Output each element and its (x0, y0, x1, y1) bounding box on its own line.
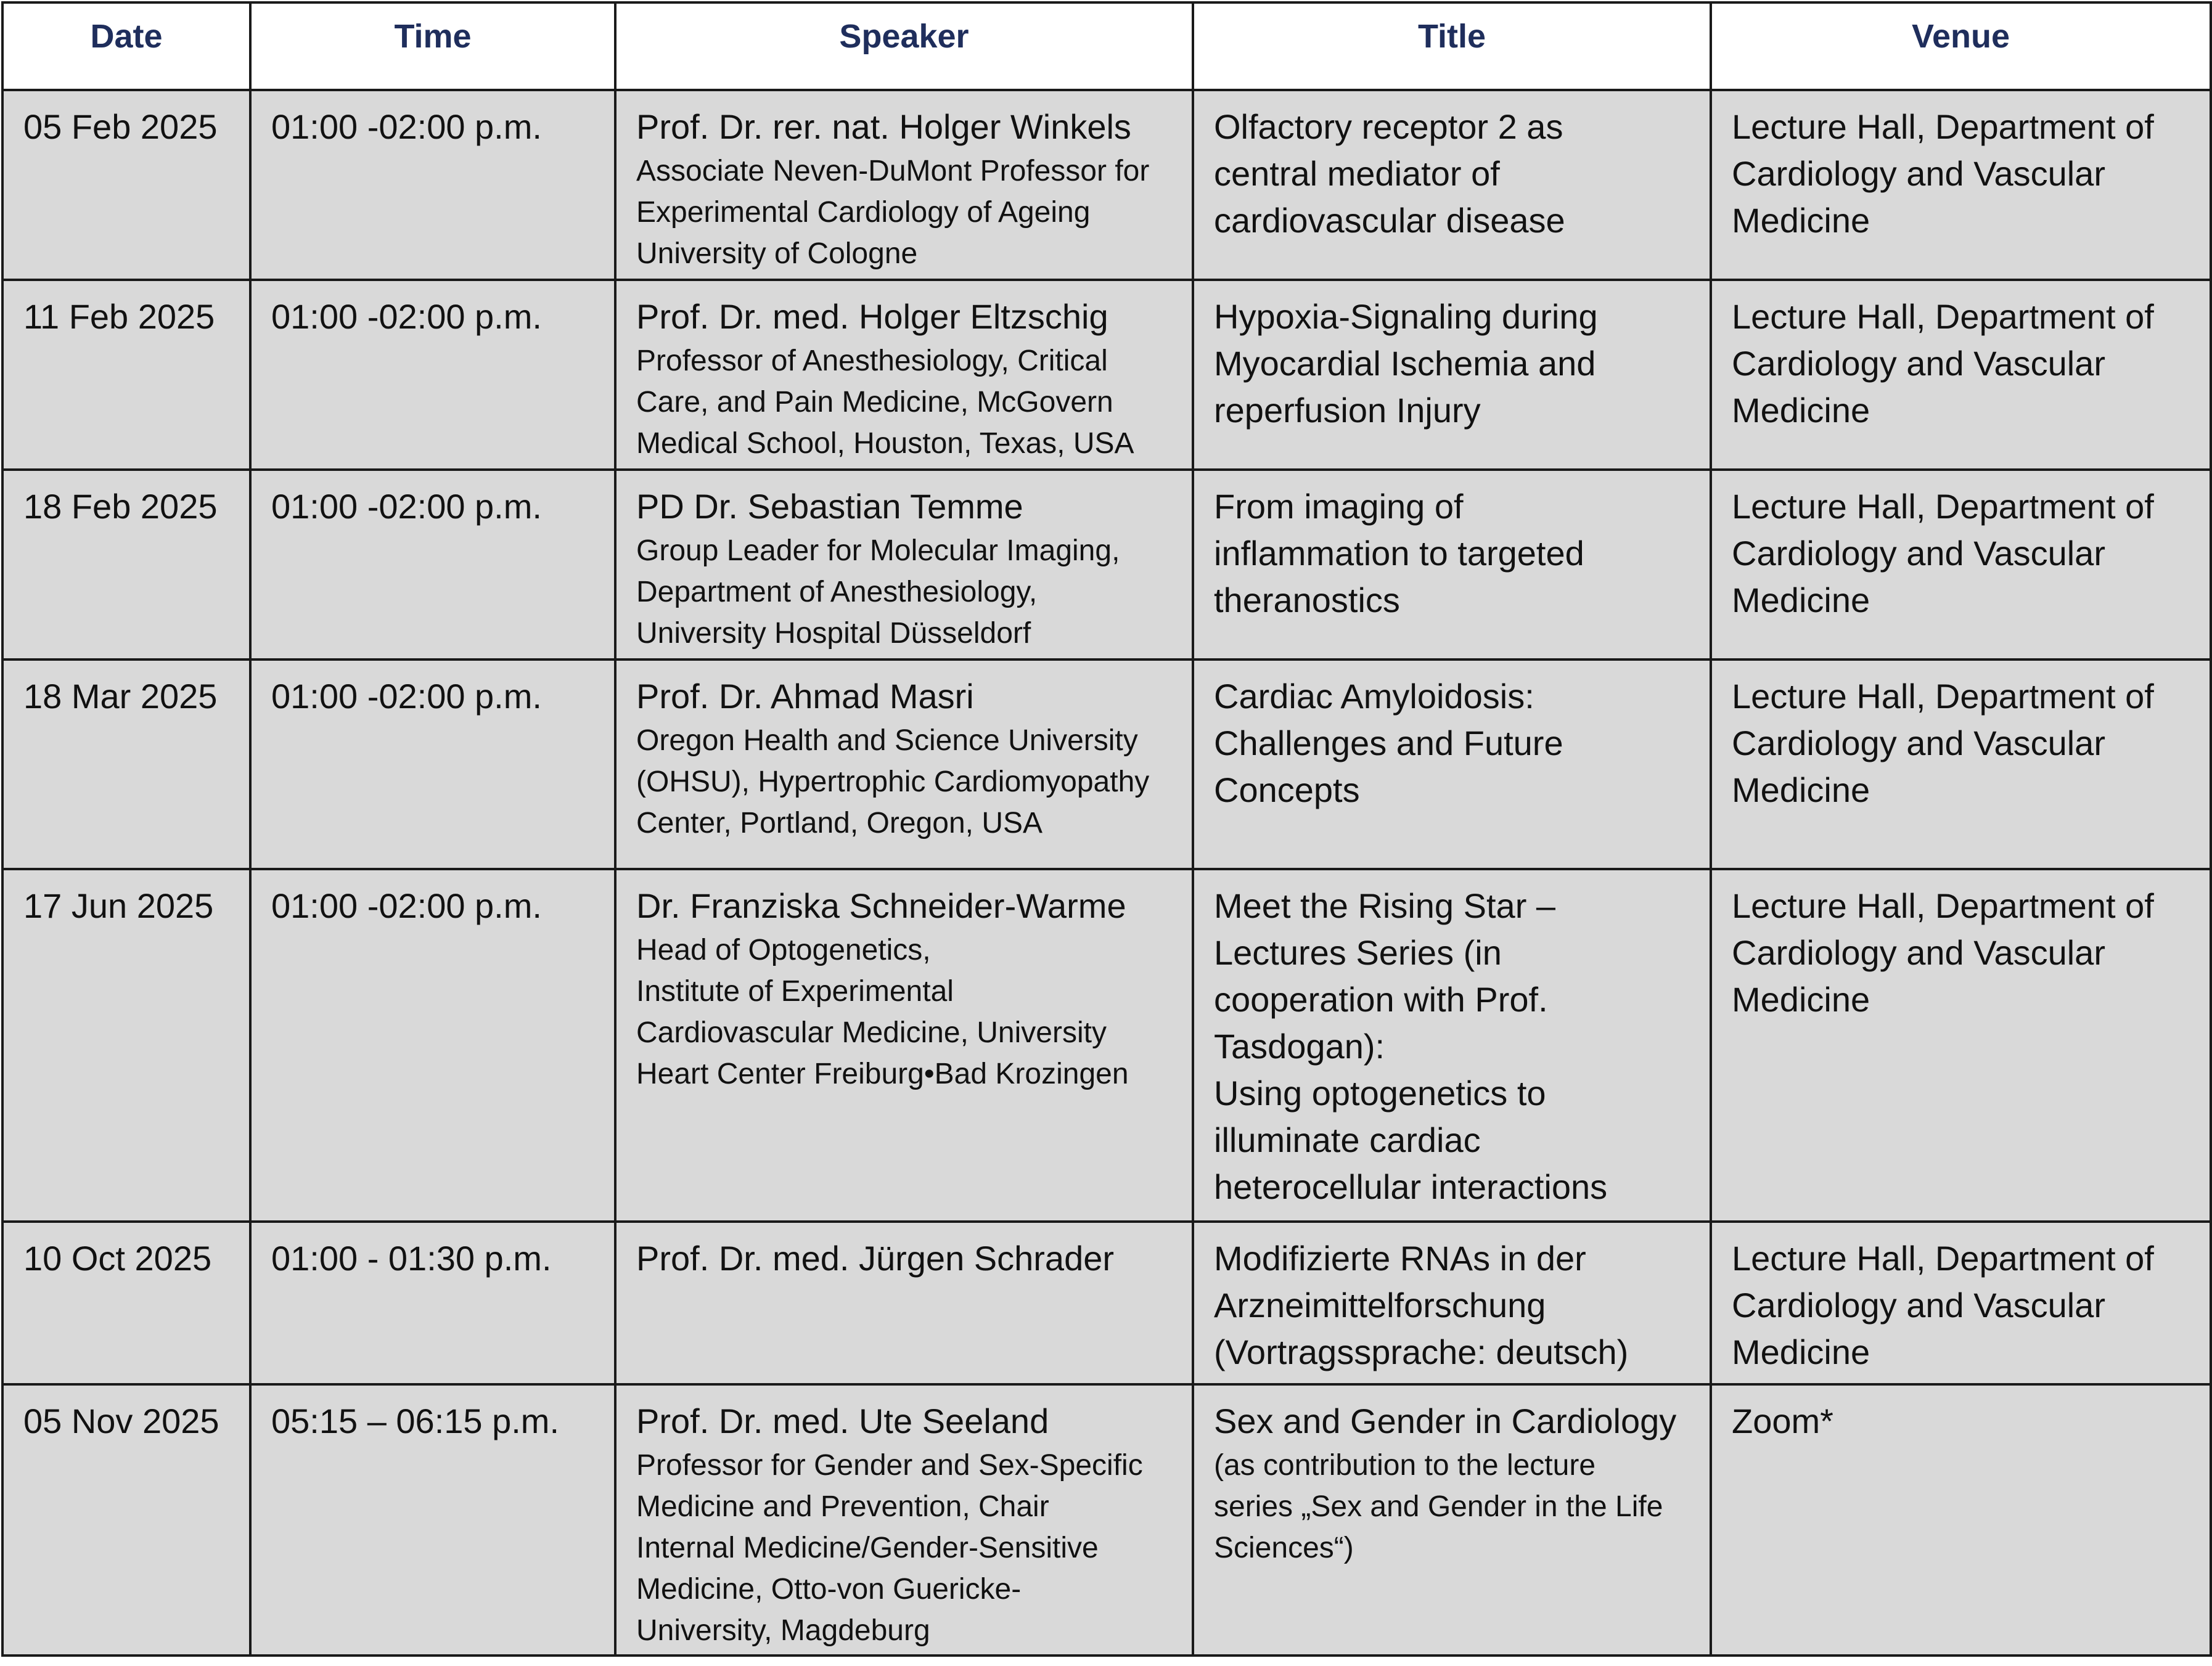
speaker-affiliation-line: Experimental Cardiology of Ageing (636, 196, 1091, 229)
speaker-affiliation-line: Cardiovascular Medicine, University (636, 1016, 1107, 1049)
talk-title-line: Using optogenetics to (1214, 1074, 1546, 1113)
cell-date: 18 Feb 2025 (2, 470, 250, 659)
speaker-affiliation-line: Department of Anesthesiology, (636, 576, 1038, 608)
speaker-affiliation-line: Heart Center Freiburg•Bad Krozingen (636, 1058, 1129, 1090)
cell-venue (1711, 90, 2211, 280)
cell-venue (1711, 1222, 2211, 1384)
cell-speaker (615, 1384, 1193, 1656)
cell-time: 05:15 – 06:15 p.m. (250, 1384, 615, 1656)
talk-title-line: (Vortragssprache: deutsch) (1214, 1333, 1629, 1371)
talk-title-note-line: (as contribution to the lecture (1214, 1449, 1596, 1482)
speaker-name: Dr. Franziska Schneider-Warme (636, 886, 1126, 925)
header-venue: Venue (1711, 2, 2211, 90)
cell-date: 05 Nov 2025 (2, 1384, 250, 1656)
talk-title-line: Concepts (1214, 770, 1360, 809)
cell-venue (1711, 470, 2211, 659)
cell-title (1193, 90, 1711, 280)
cell-time: 01:00 - 01:30 p.m. (250, 1222, 615, 1384)
talk-title-line: central mediator of (1214, 154, 1500, 193)
speaker-affiliation-line: Center, Portland, Oregon, USA (636, 807, 1043, 839)
header-time: Time (250, 2, 615, 90)
speaker-affiliation-line: Medicine, Otto-von Guericke- (636, 1573, 1022, 1606)
cell-date: 18 Mar 2025 (2, 659, 250, 869)
venue-line: Medicine (1732, 581, 1870, 619)
speaker-affiliation-line: Medicine and Prevention, Chair (636, 1490, 1049, 1523)
cell-date: 05 Feb 2025 (2, 90, 250, 280)
talk-title-line: inflammation to targeted (1214, 534, 1584, 573)
header-speaker: Speaker (615, 2, 1193, 90)
speaker-name: Prof. Dr. rer. nat. Holger Winkels (636, 107, 1131, 146)
venue-line: Medicine (1732, 1333, 1870, 1371)
venue-line: Medicine (1732, 980, 1870, 1019)
talk-title-line: Meet the Rising Star – (1214, 886, 1556, 925)
speaker-affiliation-line: Medical School, Houston, Texas, USA (636, 427, 1134, 460)
venue-line: Cardiology and Vascular (1732, 933, 2105, 972)
cell-title (1193, 280, 1711, 470)
talk-title-line: From imaging of (1214, 487, 1464, 526)
cell-date: 11 Feb 2025 (2, 280, 250, 470)
talk-title-line: reperfusion Injury (1214, 391, 1481, 430)
speaker-affiliation-line: University of Cologne (636, 237, 918, 270)
cell-speaker (615, 1222, 1193, 1384)
cell-title (1193, 659, 1711, 869)
speaker-affiliation-line: Associate Neven-DuMont Professor for (636, 155, 1150, 187)
schedule-body (2, 90, 2211, 1656)
header-title: Title (1193, 2, 1711, 90)
table-row (2, 869, 2211, 1222)
talk-title-line: Modifizierte RNAs in der (1214, 1239, 1586, 1278)
cell-speaker (615, 659, 1193, 869)
speaker-name: Prof. Dr. med. Jürgen Schrader (636, 1239, 1115, 1278)
speaker-affiliation-line: (OHSU), Hypertrophic Cardiomyopathy (636, 766, 1150, 798)
venue-line: Lecture Hall, Department of (1732, 107, 2154, 146)
talk-title-line: Challenges and Future (1214, 724, 1563, 762)
talk-title-note-line: Sciences“) (1214, 1532, 1354, 1564)
cell-title (1193, 1222, 1711, 1384)
cell-speaker (615, 869, 1193, 1222)
talk-title-note-line: series „Sex and Gender in the Life (1214, 1490, 1663, 1523)
header-date: Date (2, 2, 250, 90)
cell-venue (1711, 659, 2211, 869)
speaker-affiliation-line: Institute of Experimental (636, 975, 954, 1008)
speaker-affiliation-line: Group Leader for Molecular Imaging, (636, 534, 1120, 567)
speaker-affiliation-line: Care, and Pain Medicine, McGovern (636, 386, 1113, 419)
venue-line: Lecture Hall, Department of (1732, 487, 2154, 526)
cell-title (1193, 1384, 1711, 1656)
cell-time: 01:00 -02:00 p.m. (250, 869, 615, 1222)
cell-speaker (615, 470, 1193, 659)
speaker-name: Prof. Dr. med. Ute Seeland (636, 1402, 1049, 1440)
speaker-affiliation-line: Professor of Anesthesiology, Critical (636, 345, 1108, 377)
venue-line: Cardiology and Vascular (1732, 154, 2105, 193)
table-row (2, 280, 2211, 470)
speaker-name: PD Dr. Sebastian Temme (636, 487, 1023, 526)
speaker-name: Prof. Dr. Ahmad Masri (636, 677, 974, 716)
venue-line: Lecture Hall, Department of (1732, 297, 2154, 336)
talk-title-line: cooperation with Prof. (1214, 980, 1548, 1019)
table-row (2, 1384, 2211, 1656)
venue-line: Lecture Hall, Department of (1732, 886, 2154, 925)
talk-title-line: illuminate cardiac (1214, 1121, 1481, 1159)
talk-title-line: Myocardial Ischemia and (1214, 344, 1596, 383)
cell-time: 01:00 -02:00 p.m. (250, 280, 615, 470)
talk-title-line: Arzneimittelforschung (1214, 1286, 1546, 1325)
cell-date: 17 Jun 2025 (2, 869, 250, 1222)
speaker-affiliation-line: Internal Medicine/Gender-Sensitive (636, 1532, 1099, 1564)
cell-venue (1711, 1384, 2211, 1656)
venue-line: Cardiology and Vascular (1732, 1286, 2105, 1325)
talk-title-line: cardiovascular disease (1214, 201, 1565, 240)
table-row (2, 470, 2211, 659)
talk-title-line: Hypoxia-Signaling during (1214, 297, 1598, 336)
table-row (2, 1222, 2211, 1384)
cell-time: 01:00 -02:00 p.m. (250, 90, 615, 280)
cell-time: 01:00 -02:00 p.m. (250, 470, 615, 659)
header-row (2, 2, 2211, 90)
venue-line: Medicine (1732, 391, 1870, 430)
talk-title-line: Sex and Gender in Cardiology (1214, 1402, 1677, 1440)
cell-venue (1711, 869, 2211, 1222)
speaker-affiliation-line: Professor for Gender and Sex-Specific (636, 1449, 1143, 1482)
table-row (2, 659, 2211, 869)
table-row (2, 90, 2211, 280)
venue-line: Cardiology and Vascular (1732, 344, 2105, 383)
cell-title (1193, 470, 1711, 659)
cell-date: 10 Oct 2025 (2, 1222, 250, 1384)
lecture-schedule-table (1, 1, 2212, 1657)
venue-line: Medicine (1732, 201, 1870, 240)
speaker-name: Prof. Dr. med. Holger Eltzschig (636, 297, 1108, 336)
speaker-affiliation-line: University, Magdeburg (636, 1614, 930, 1647)
speaker-affiliation-line: Head of Optogenetics, (636, 934, 931, 966)
venue-line: Cardiology and Vascular (1732, 534, 2105, 573)
venue-line: Lecture Hall, Department of (1732, 677, 2154, 716)
cell-time: 01:00 -02:00 p.m. (250, 659, 615, 869)
talk-title-line: Cardiac Amyloidosis: (1214, 677, 1534, 716)
venue-line: Cardiology and Vascular (1732, 724, 2105, 762)
venue-line: Lecture Hall, Department of (1732, 1239, 2154, 1278)
venue-line: Zoom* (1732, 1402, 1833, 1440)
venue-line: Medicine (1732, 770, 1870, 809)
cell-venue (1711, 280, 2211, 470)
talk-title-line: Olfactory receptor 2 as (1214, 107, 1563, 146)
talk-title-line: theranostics (1214, 581, 1400, 619)
talk-title-line: Tasdogan): (1214, 1027, 1385, 1066)
speaker-affiliation-line: Oregon Health and Science University (636, 724, 1138, 757)
talk-title-line: heterocellular interactions (1214, 1167, 1608, 1206)
cell-speaker (615, 280, 1193, 470)
cell-title (1193, 869, 1711, 1222)
speaker-affiliation-line: University Hospital Düsseldorf (636, 617, 1031, 650)
cell-speaker (615, 90, 1193, 280)
talk-title-line: Lectures Series (in (1214, 933, 1502, 972)
